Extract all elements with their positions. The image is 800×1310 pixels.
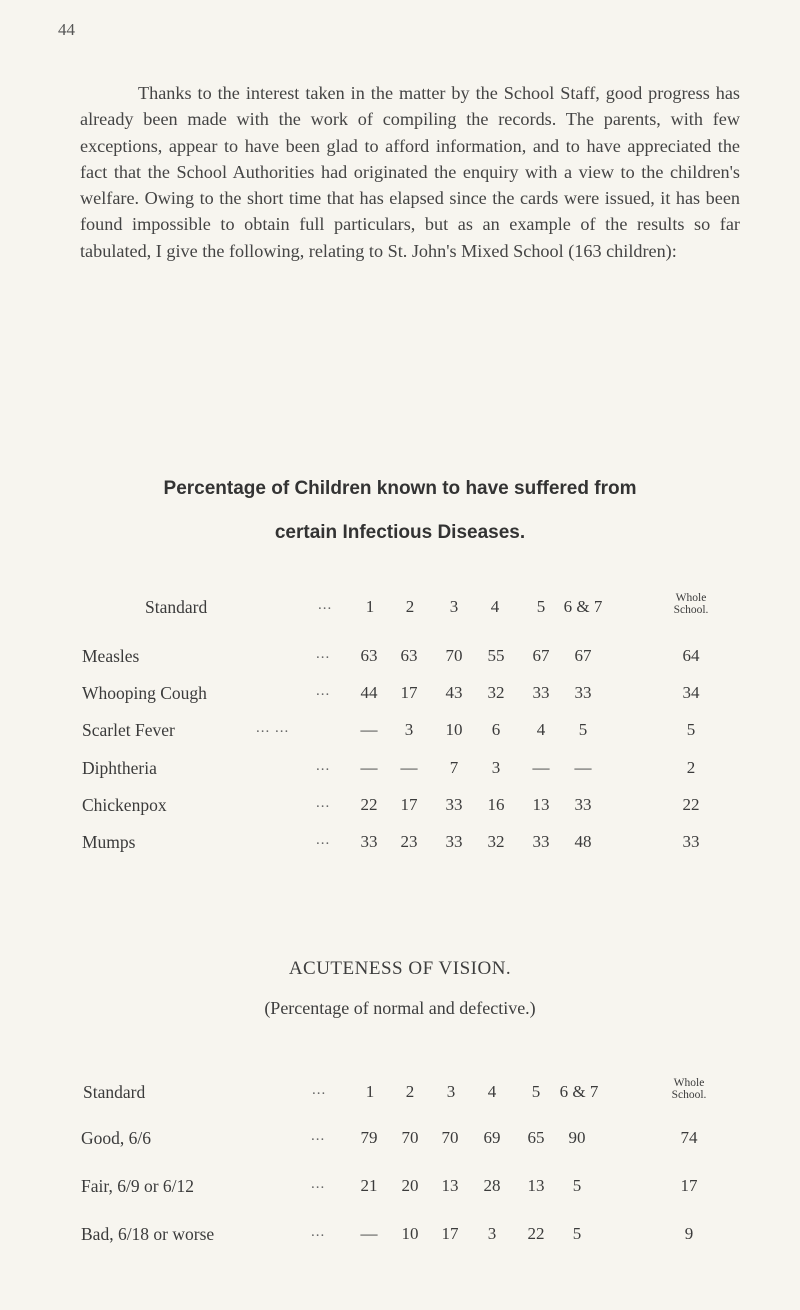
table-cell: 43: [445, 683, 463, 703]
table-cell: 22: [682, 794, 700, 814]
table-cell: 70: [445, 646, 463, 665]
table-cell: 16: [487, 794, 505, 814]
leader-dots: ...: [316, 646, 331, 662]
standard-label: Standard: [145, 597, 208, 617]
table-cell: 33: [532, 683, 550, 703]
col-header: 6 & 7: [559, 1082, 599, 1101]
table-row: [0, 1224, 800, 1254]
leader-dots: ...: [316, 683, 331, 700]
table-row: [0, 758, 800, 788]
table-cell: 33: [682, 832, 700, 851]
table-cell: 63: [400, 646, 418, 665]
table-row: [0, 832, 800, 862]
row-label: Good, 6/6: [81, 1128, 151, 1148]
vision-title: ACUTENESS OF VISION.: [288, 958, 512, 979]
leader-dots: ...: [311, 1128, 326, 1144]
table-cell: 17: [400, 683, 418, 703]
table-cell: 34: [682, 683, 700, 703]
col-header: 4: [487, 1082, 497, 1101]
table-cell: 22: [360, 794, 378, 814]
table-cell: 20: [401, 1176, 419, 1195]
leader-dots: ... ...: [256, 720, 290, 737]
leader-dots: ...: [311, 1176, 326, 1192]
row-label: Diphtheria: [82, 757, 157, 778]
intro-paragraph: Thanks to the interest taken in the matter by the School Staff, good progress has already been made with the work of compiling the records. The parents, with few exceptions, appear to have been glad to afford information, and to have appreciated the fact that the School Authorities had originated the enquiry with a view to the children's welfare. Owing to the short time that has elapsed since the cards were issued, it has been found impossible to obtain full particulars, but as an example of the results so far tabulated, I give the following, relating to St. John's Mixed School (163 children):: [80, 83, 740, 261]
table-row: [0, 1176, 800, 1206]
table-cell: 64: [682, 646, 700, 665]
table-cell: 4: [536, 720, 546, 740]
table-row: [0, 720, 800, 750]
table-cell: —: [360, 1224, 378, 1243]
table-cell: 3: [491, 757, 501, 777]
table-cell: —: [400, 757, 418, 777]
table-cell: —: [360, 720, 378, 740]
table-cell: 17: [441, 1224, 459, 1243]
whole-school-header-1: Whole: [675, 592, 707, 604]
table-cell: 33: [574, 794, 592, 814]
table-cell: 33: [445, 832, 463, 851]
table-cell: 70: [401, 1128, 419, 1147]
table-cell: 79: [360, 1128, 378, 1147]
table-cell: 10: [401, 1224, 419, 1243]
leader-dots: ...: [311, 1224, 326, 1240]
table-cell: 48: [574, 832, 592, 851]
table-cell: 13: [527, 1176, 545, 1195]
table-cell: 33: [532, 832, 550, 851]
row-label: Mumps: [82, 832, 136, 852]
table-cell: 2: [686, 757, 696, 777]
table-cell: 33: [360, 832, 378, 851]
col-header: 2: [405, 597, 415, 616]
standard-label: Standard: [83, 1082, 146, 1102]
table-cell: 17: [680, 1176, 698, 1195]
table-cell: 65: [527, 1128, 545, 1147]
table-cell: 33: [445, 794, 463, 814]
table-row: [0, 683, 800, 713]
diseases-title-line1: Percentage of Children known to have suffered from: [163, 478, 637, 499]
table-cell: 23: [400, 832, 418, 851]
table-cell: 55: [487, 646, 505, 665]
table-cell: 6: [491, 720, 501, 740]
table-row: [0, 795, 800, 825]
col-header: 6 & 7: [563, 597, 603, 616]
table-cell: 22: [527, 1224, 545, 1243]
table-cell: 7: [449, 757, 459, 777]
table-cell: 21: [360, 1176, 378, 1195]
table-header-row: [0, 1077, 800, 1112]
table-row: [0, 646, 800, 676]
table-cell: —: [360, 757, 378, 777]
table-cell: —: [574, 757, 592, 777]
whole-school-header-2: School.: [671, 1089, 707, 1101]
whole-school-header-1: Whole: [673, 1077, 705, 1089]
table-cell: 5: [686, 720, 696, 740]
leader-dots: ...: [312, 1082, 327, 1098]
leader-dots: ...: [316, 832, 331, 848]
table-cell: 67: [574, 646, 592, 665]
table-cell: 13: [441, 1176, 459, 1195]
table-header-row: [0, 592, 800, 627]
row-label: Whooping Cough: [82, 683, 207, 704]
table-cell: 44: [360, 683, 378, 703]
row-label: Measles: [82, 646, 140, 666]
table-cell: 32: [487, 832, 505, 851]
table-cell: 9: [684, 1224, 694, 1243]
col-header: 2: [405, 1082, 415, 1101]
table-cell: 32: [487, 683, 505, 703]
table-cell: 5: [572, 1176, 582, 1195]
whole-school-header-2: School.: [673, 604, 709, 616]
col-header: 1: [365, 1082, 375, 1101]
table-cell: —: [532, 757, 550, 777]
page-number: 44: [58, 20, 75, 39]
table-cell: 5: [578, 720, 588, 740]
table-cell: 70: [441, 1128, 459, 1147]
table-cell: 10: [445, 720, 463, 740]
table-row: [0, 1128, 800, 1158]
table-cell: 17: [400, 794, 418, 814]
col-header: 3: [449, 597, 459, 616]
table-cell: 3: [487, 1224, 497, 1243]
table-cell: 5: [572, 1224, 582, 1243]
row-label: Bad, 6/18 or worse: [81, 1224, 215, 1244]
table-cell: 13: [532, 794, 550, 814]
table-cell: 33: [574, 683, 592, 703]
col-header: 3: [446, 1082, 456, 1101]
table-cell: 69: [483, 1128, 501, 1147]
row-label: Chickenpox: [82, 794, 167, 815]
leader-dots: ...: [318, 597, 333, 613]
table-cell: 28: [483, 1176, 501, 1195]
col-header: 4: [490, 597, 500, 616]
col-header: 5: [536, 597, 546, 616]
leader-dots: ...: [316, 757, 331, 774]
table-cell: 74: [680, 1128, 698, 1147]
table-cell: 63: [360, 646, 378, 665]
table-cell: 90: [568, 1128, 586, 1147]
row-label: Fair, 6/9 or 6/12: [81, 1176, 195, 1196]
vision-subtitle: (Percentage of normal and defective.): [264, 998, 536, 1018]
col-header: 1: [365, 597, 375, 616]
row-label: Scarlet Fever: [82, 720, 175, 741]
col-header: 5: [531, 1082, 541, 1101]
table-cell: 3: [404, 720, 414, 740]
diseases-title-line2: certain Infectious Diseases.: [274, 522, 526, 543]
leader-dots: ...: [316, 794, 331, 811]
table-cell: 67: [532, 646, 550, 665]
